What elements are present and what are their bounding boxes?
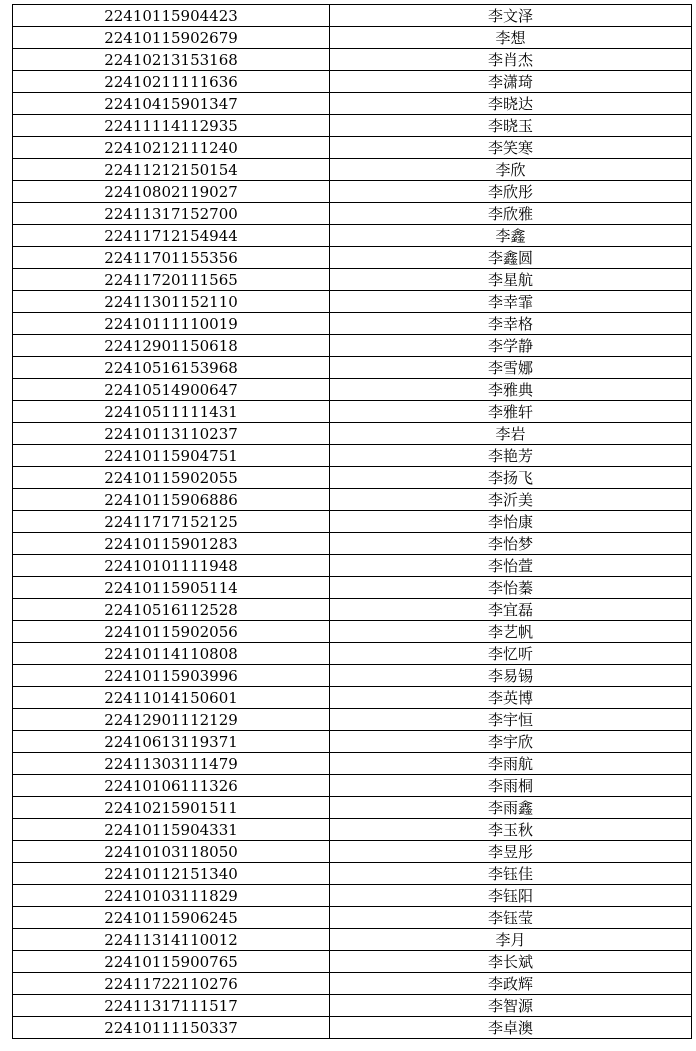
student-id-cell: 22410115905114 [13, 577, 330, 599]
student-name-cell: 李怡梦 [330, 533, 692, 555]
student-name-cell: 李宇欣 [330, 731, 692, 753]
student-name-cell: 李雅轩 [330, 401, 692, 423]
student-id-cell: 22411114112935 [13, 115, 330, 137]
student-name-cell: 李宇恒 [330, 709, 692, 731]
student-name-cell: 李雨桐 [330, 775, 692, 797]
student-name-cell: 李欣 [330, 159, 692, 181]
table-row [13, 621, 692, 643]
table-row [13, 775, 692, 797]
student-id-cell: 22410106111326 [13, 775, 330, 797]
student-id-cell: 22410514900647 [13, 379, 330, 401]
student-name-cell: 李想 [330, 27, 692, 49]
student-id-cell: 22410516112528 [13, 599, 330, 621]
table-row [13, 753, 692, 775]
table-row [13, 5, 692, 27]
table-row [13, 489, 692, 511]
student-id-cell: 22411014150601 [13, 687, 330, 709]
table-row [13, 115, 692, 137]
student-name-cell: 李英博 [330, 687, 692, 709]
table-row [13, 93, 692, 115]
table-row [13, 709, 692, 731]
student-name-cell: 李晓玉 [330, 115, 692, 137]
student-name-cell: 李怡蓁 [330, 577, 692, 599]
table-row [13, 467, 692, 489]
table-row [13, 819, 692, 841]
student-id-cell: 22411720111565 [13, 269, 330, 291]
table-row [13, 27, 692, 49]
student-id-cell: 22412901112129 [13, 709, 330, 731]
student-id-cell: 22410212111240 [13, 137, 330, 159]
student-id-cell: 22410113110237 [13, 423, 330, 445]
student-name-cell: 李鑫圆 [330, 247, 692, 269]
student-id-cell: 22410115906886 [13, 489, 330, 511]
table-row [13, 291, 692, 313]
student-id-cell: 22411317152700 [13, 203, 330, 225]
student-id-cell: 22411712154944 [13, 225, 330, 247]
table-row [13, 577, 692, 599]
student-id-cell: 22410115904331 [13, 819, 330, 841]
student-name-cell: 李沂美 [330, 489, 692, 511]
table-row [13, 731, 692, 753]
table-row [13, 247, 692, 269]
table-row [13, 203, 692, 225]
student-id-cell: 22412901150618 [13, 335, 330, 357]
student-name-cell: 李智源 [330, 995, 692, 1017]
student-id-cell: 22410613119371 [13, 731, 330, 753]
student-id-cell: 22410115902056 [13, 621, 330, 643]
table-row [13, 555, 692, 577]
student-id-cell: 22410415901347 [13, 93, 330, 115]
student-id-cell: 22411212150154 [13, 159, 330, 181]
table-row [13, 665, 692, 687]
student-name-cell: 李卓澳 [330, 1017, 692, 1039]
student-name-cell: 李钰阳 [330, 885, 692, 907]
student-id-cell: 22411314110012 [13, 929, 330, 951]
student-name-cell: 李肖杰 [330, 49, 692, 71]
student-name-cell: 李钰佳 [330, 863, 692, 885]
table-row [13, 423, 692, 445]
student-name-cell: 李雨鑫 [330, 797, 692, 819]
student-name-cell: 李长斌 [330, 951, 692, 973]
table-row [13, 313, 692, 335]
table-row [13, 1017, 692, 1039]
student-id-cell: 22411317111517 [13, 995, 330, 1017]
student-name-cell: 李文泽 [330, 5, 692, 27]
student-name-cell: 李扬飞 [330, 467, 692, 489]
student-id-cell: 22410115903996 [13, 665, 330, 687]
table-row [13, 841, 692, 863]
table-row [13, 687, 692, 709]
student-name-cell: 李笑寒 [330, 137, 692, 159]
student-name-cell: 李幸格 [330, 313, 692, 335]
student-id-cell: 22411301152110 [13, 291, 330, 313]
table-row [13, 885, 692, 907]
student-id-cell: 22410211111636 [13, 71, 330, 93]
student-id-cell: 22410103118050 [13, 841, 330, 863]
student-name-cell: 李潇琦 [330, 71, 692, 93]
student-name-cell: 李欣彤 [330, 181, 692, 203]
student-id-cell: 22410114110808 [13, 643, 330, 665]
student-name-cell: 李昱彤 [330, 841, 692, 863]
student-name-cell: 李月 [330, 929, 692, 951]
table-row [13, 863, 692, 885]
student-name-cell: 李怡康 [330, 511, 692, 533]
student-id-cell: 22410115902055 [13, 467, 330, 489]
student-name-cell: 李钰莹 [330, 907, 692, 929]
student-name-cell: 李政辉 [330, 973, 692, 995]
student-roster-table [12, 4, 692, 1039]
table-row [13, 401, 692, 423]
student-id-cell: 22410103111829 [13, 885, 330, 907]
student-id-cell: 22411303111479 [13, 753, 330, 775]
student-id-cell: 22410111150337 [13, 1017, 330, 1039]
student-name-cell: 李雨航 [330, 753, 692, 775]
student-id-cell: 22410802119027 [13, 181, 330, 203]
student-name-cell: 李岩 [330, 423, 692, 445]
student-id-cell: 22410115900765 [13, 951, 330, 973]
table-row [13, 797, 692, 819]
table-row [13, 335, 692, 357]
table-row [13, 511, 692, 533]
student-name-cell: 李怡萱 [330, 555, 692, 577]
table-row [13, 137, 692, 159]
table-row [13, 71, 692, 93]
student-name-cell: 李雪娜 [330, 357, 692, 379]
table-row [13, 357, 692, 379]
student-id-cell: 22410115904751 [13, 445, 330, 467]
table-row [13, 951, 692, 973]
student-name-cell: 李幸霏 [330, 291, 692, 313]
student-name-cell: 李忆听 [330, 643, 692, 665]
student-id-cell: 22410511111431 [13, 401, 330, 423]
student-id-cell: 22410115902679 [13, 27, 330, 49]
student-id-cell: 22411717152125 [13, 511, 330, 533]
table-row [13, 225, 692, 247]
student-name-cell: 李艳芳 [330, 445, 692, 467]
student-id-cell: 22410112151340 [13, 863, 330, 885]
student-id-cell: 22410101111948 [13, 555, 330, 577]
student-id-cell: 22411722110276 [13, 973, 330, 995]
student-name-cell: 李学静 [330, 335, 692, 357]
student-id-cell: 22410115901283 [13, 533, 330, 555]
table-row [13, 159, 692, 181]
student-name-cell: 李欣雅 [330, 203, 692, 225]
student-id-cell: 22411701155356 [13, 247, 330, 269]
student-id-cell: 22410516153968 [13, 357, 330, 379]
table-row [13, 49, 692, 71]
table-row [13, 643, 692, 665]
table-row [13, 973, 692, 995]
table-row [13, 269, 692, 291]
student-name-cell: 李易锡 [330, 665, 692, 687]
student-id-cell: 22410215901511 [13, 797, 330, 819]
student-name-cell: 李晓达 [330, 93, 692, 115]
student-id-cell: 22410213153168 [13, 49, 330, 71]
student-name-cell: 李雅典 [330, 379, 692, 401]
student-name-cell: 李玉秋 [330, 819, 692, 841]
student-id-cell: 22410111110019 [13, 313, 330, 335]
student-name-cell: 李艺帆 [330, 621, 692, 643]
student-name-cell: 李宜磊 [330, 599, 692, 621]
table-row [13, 929, 692, 951]
table-row [13, 379, 692, 401]
table-row [13, 907, 692, 929]
student-name-cell: 李鑫 [330, 225, 692, 247]
roster-body [13, 5, 692, 1039]
table-row [13, 995, 692, 1017]
student-id-cell: 22410115906245 [13, 907, 330, 929]
table-row [13, 533, 692, 555]
table-row [13, 445, 692, 467]
student-name-cell: 李星航 [330, 269, 692, 291]
table-row [13, 599, 692, 621]
student-id-cell: 22410115904423 [13, 5, 330, 27]
table-row [13, 181, 692, 203]
